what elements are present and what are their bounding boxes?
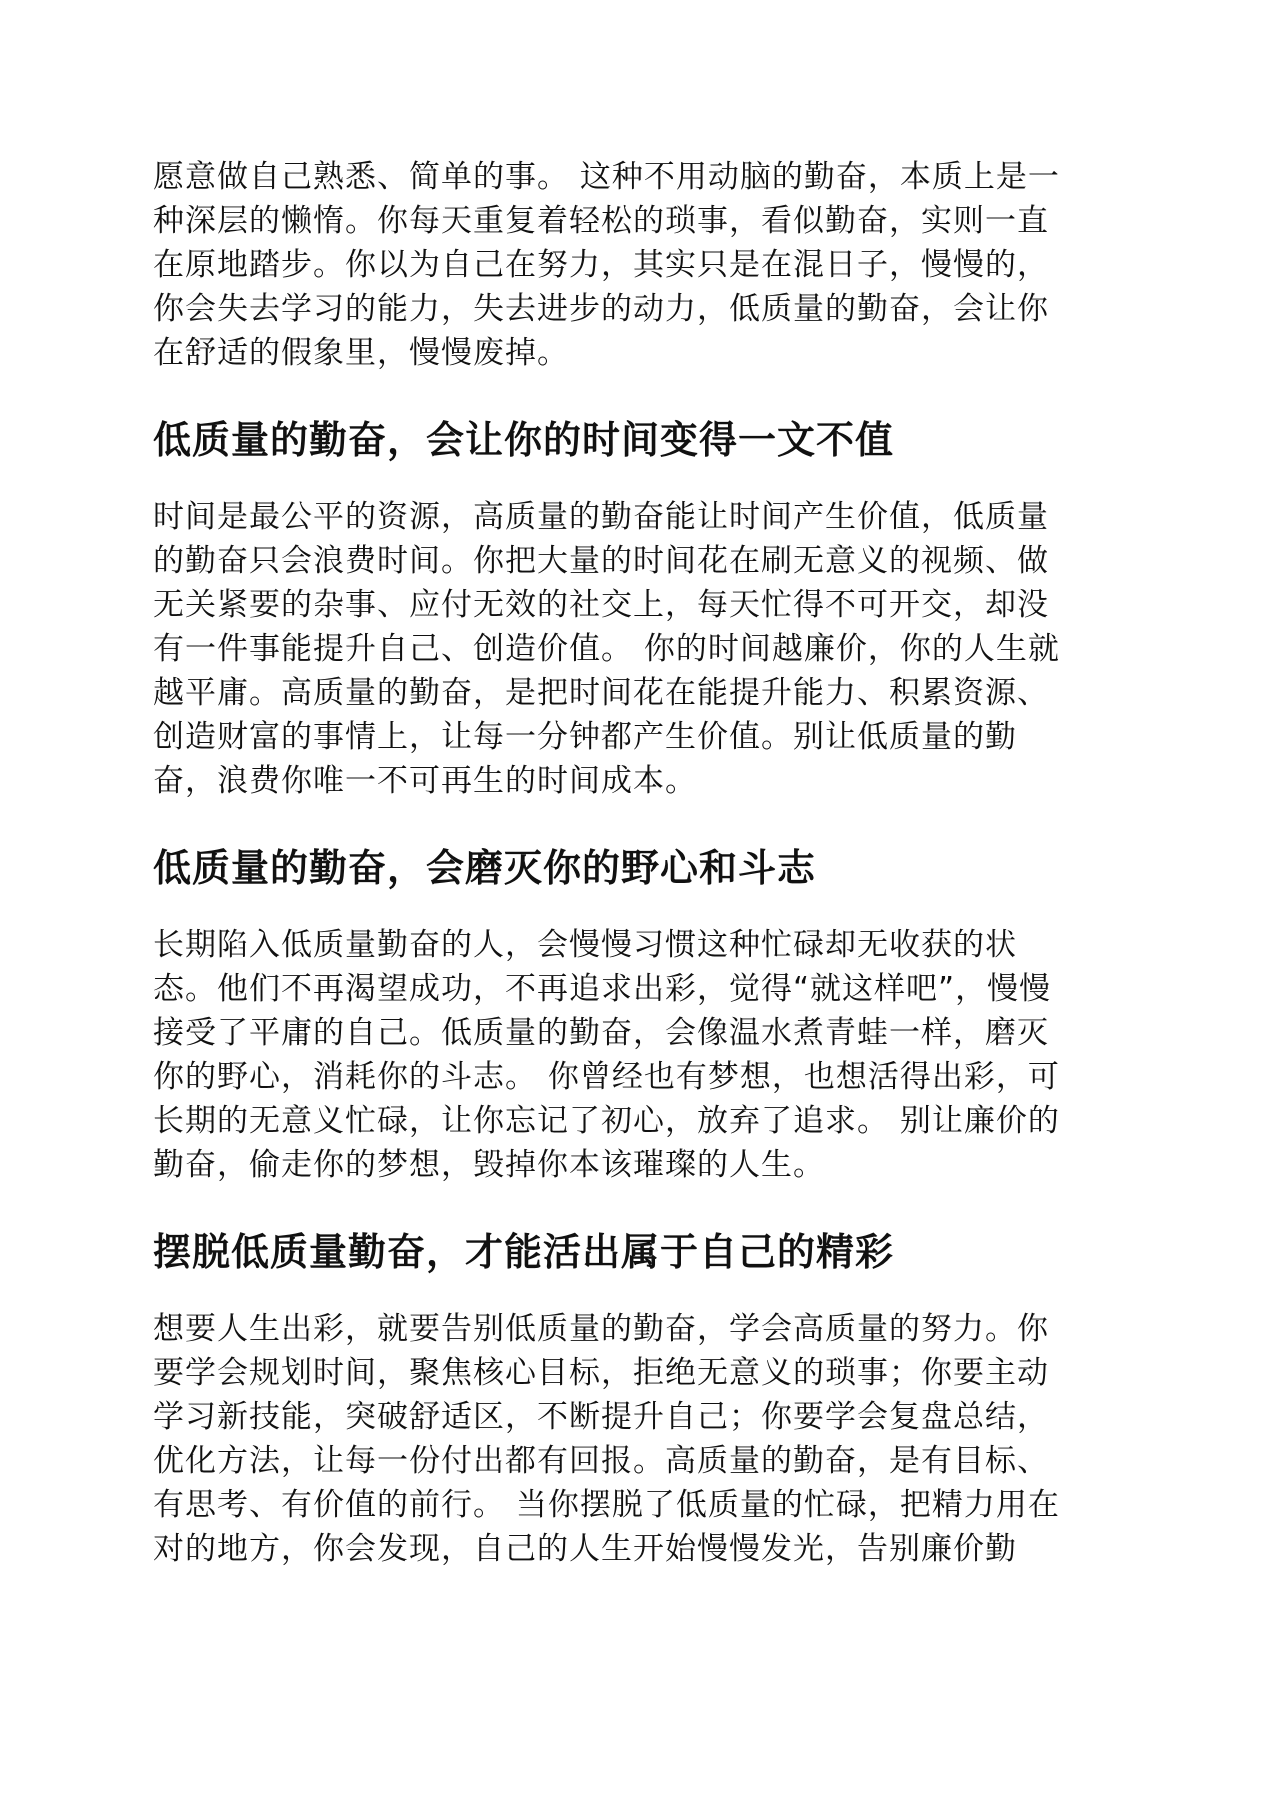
text-line: 对的地方，你会发现，自己的人生开始慢慢发光，告别廉价勤 [153, 1531, 1017, 1567]
text-line: 想要人生出彩，就要告别低质量的勤奋，学会高质量的努力。你 [153, 1311, 1049, 1347]
text-line: 在舒适的假象里，慢慢废掉。 [153, 335, 569, 371]
text-line: 有思考、有价值的前行。 当你摆脱了低质量的忙碌，把精力用在 [153, 1487, 1060, 1523]
text-line: 越平庸。高质量的勤奋，是把时间花在能提升能力、积累资源、 [153, 675, 1049, 711]
text-line: 学习新技能，突破舒适区，不断提升自己；你要学会复盘总结， [153, 1399, 1049, 1435]
text-line: 要学会规划时间，聚焦核心目标，拒绝无意义的琐事；你要主动 [153, 1355, 1049, 1391]
text-line: 无关紧要的杂事、应付无效的社交上，每天忙得不可开交，却没 [153, 587, 1049, 623]
paragraph-ambition [153, 923, 1123, 1187]
text-line: 的勤奋只会浪费时间。你把大量的时间花在刷无意义的视频、做 [153, 543, 1049, 579]
text-line: 长期的无意义忙碌，让你忘记了初心，放弃了追求。 别让廉价的 [153, 1103, 1060, 1139]
text-line: 优化方法，让每一份付出都有回报。高质量的勤奋，是有目标、 [153, 1443, 1049, 1479]
text-line: 接受了平庸的自己。低质量的勤奋，会像温水煮青蛙一样，磨灭 [153, 1015, 1049, 1051]
text-line: 你的野心，消耗你的斗志。 你曾经也有梦想，也想活得出彩，可 [153, 1059, 1060, 1095]
text-line: 长期陷入低质量勤奋的人，会慢慢习惯这种忙碌却无收获的状 [153, 927, 1017, 963]
article-body [153, 155, 1123, 1571]
text-line: 创造财富的事情上，让每一分钟都产生价值。别让低质量的勤 [153, 719, 1017, 755]
text-line: 有一件事能提升自己、创造价值。 你的时间越廉价，你的人生就 [153, 631, 1060, 667]
section-heading-time: 低质量的勤奋，会让你的时间变得一文不值 [153, 418, 895, 462]
paragraph-time [153, 495, 1123, 803]
text-line: 种深层的懒惰。你每天重复着轻松的琐事，看似勤奋，实则一直 [153, 203, 1049, 239]
text-line: 态。他们不再渴望成功，不再追求出彩，觉得“就这样吧”，慢慢 [153, 971, 1052, 1007]
text-line: 时间是最公平的资源，高质量的勤奋能让时间产生价值，低质量 [153, 499, 1049, 535]
paragraph-escape [153, 1307, 1123, 1571]
text-line: 勤奋，偷走你的梦想，毁掉你本该璀璨的人生。 [153, 1147, 825, 1183]
text-line: 奋，浪费你唯一不可再生的时间成本。 [153, 763, 697, 799]
text-line: 愿意做自己熟悉、简单的事。 这种不用动脑的勤奋，本质上是一 [153, 159, 1060, 195]
paragraph-intro [153, 155, 1123, 375]
text-line: 你会失去学习的能力，失去进步的动力，低质量的勤奋，会让你 [153, 291, 1049, 327]
section-heading-ambition: 低质量的勤奋，会磨灭你的野心和斗志 [153, 846, 817, 890]
section-heading-escape: 摆脱低质量勤奋，才能活出属于自己的精彩 [153, 1230, 895, 1274]
text-line: 在原地踏步。你以为自己在努力，其实只是在混日子，慢慢的， [153, 247, 1049, 283]
